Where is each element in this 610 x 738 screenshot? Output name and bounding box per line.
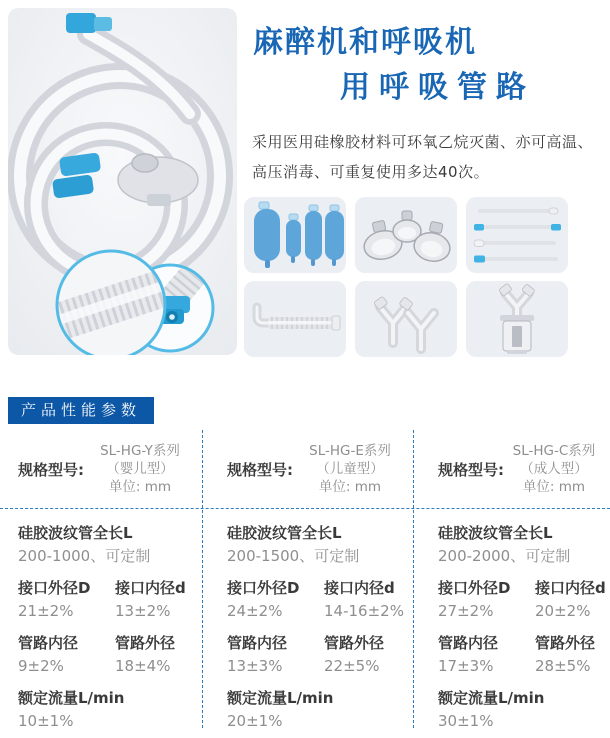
anesthesia-masks-photo — [355, 197, 457, 273]
inner-diameter-value: 14-16±2% — [324, 602, 404, 620]
series-type: （儿童型） — [316, 461, 384, 477]
inner-diameter-label: 接口内径d — [535, 579, 606, 597]
y-connectors-icon — [355, 281, 457, 357]
breathing-bags-icon — [244, 197, 346, 273]
series-info — [504, 442, 610, 496]
pipe-inner-value: 13±3% — [227, 657, 283, 675]
pipe-outer-value: 18±4% — [115, 657, 171, 675]
water-trap-icon — [466, 281, 568, 357]
tube-length-value: 200-2000、可定制 — [438, 547, 571, 565]
page-title-line2: 用呼吸管路 — [340, 70, 535, 105]
section-title: 产品性能参数 — [21, 401, 142, 419]
outer-diameter-value: 24±2% — [227, 602, 283, 620]
series-name: SL-HG-C系列 — [512, 443, 596, 459]
elbow-corrugated-tube-photo — [244, 281, 346, 357]
pipe-inner-value: 9±2% — [18, 657, 64, 675]
pipe-outer-label: 管路外径 — [535, 634, 596, 652]
pipe-row — [18, 633, 202, 677]
pipe-outer-label: 管路外径 — [115, 634, 176, 652]
elbow-tube-icon — [244, 281, 346, 357]
hero-text-block — [245, 20, 600, 187]
column-header — [227, 430, 413, 508]
inner-diameter-value: 20±2% — [535, 602, 591, 620]
series-type: （成人型） — [520, 461, 588, 477]
flow-value: 20±1% — [227, 712, 283, 730]
inner-diameter-label: 接口内径d — [115, 579, 186, 597]
pipe-row — [438, 633, 610, 677]
series-info — [84, 442, 202, 496]
series-unit: 单位: mm — [522, 479, 586, 495]
pipe-inner-value: 17±3% — [438, 657, 494, 675]
pipe-outer-label: 管路外径 — [324, 634, 385, 652]
hero-product-photo — [8, 8, 237, 355]
breathing-circuit-illustration — [8, 8, 237, 355]
flow-row — [18, 688, 202, 732]
breathing-bags-photo — [244, 197, 346, 273]
pipe-inner-label: 管路内径 — [227, 634, 288, 652]
inner-diameter-label: 接口内径d — [324, 579, 395, 597]
y-connectors-photo — [355, 281, 457, 357]
series-type: （婴儿型） — [106, 461, 174, 477]
series-name: SL-HG-E系列 — [309, 443, 391, 459]
flow-row — [227, 688, 413, 732]
tube-length-value: 200-1000、可定制 — [18, 547, 151, 565]
spec-column-adult — [413, 430, 610, 730]
tube-length-value: 200-1500、可定制 — [227, 547, 360, 565]
outer-diameter-label: 接口外径D — [18, 579, 91, 597]
flow-value: 10±1% — [18, 712, 74, 730]
flow-label: 额定流量L/min — [438, 689, 545, 707]
accessory-gallery — [244, 197, 568, 357]
spec-column-infant — [0, 430, 202, 730]
outer-diameter-label: 接口外径D — [227, 579, 300, 597]
model-label: 规格型号: — [438, 460, 504, 479]
tube-length-row — [18, 523, 202, 567]
spec-table — [0, 430, 610, 730]
pipe-outer-value: 28±5% — [535, 657, 591, 675]
column-header — [18, 430, 202, 508]
water-trap-connector-photo — [466, 281, 568, 357]
series-info — [293, 442, 413, 496]
suction-tubes-photo — [466, 197, 568, 273]
flow-label: 额定流量L/min — [18, 689, 125, 707]
model-label: 规格型号: — [18, 460, 84, 479]
pipe-inner-label: 管路内径 — [438, 634, 499, 652]
tube-length-row — [227, 523, 413, 567]
suction-tubes-icon — [466, 197, 568, 273]
flow-label: 额定流量L/min — [227, 689, 334, 707]
pipe-outer-value: 22±5% — [324, 657, 380, 675]
series-name: SL-HG-Y系列 — [100, 443, 180, 459]
tube-length-label: 硅胶波纹管全长L — [227, 524, 342, 542]
flow-value: 30±1% — [438, 712, 494, 730]
spec-column-child — [202, 430, 413, 730]
inner-diameter-value: 13±2% — [115, 602, 171, 620]
model-label: 规格型号: — [227, 460, 293, 479]
column-header — [438, 430, 610, 508]
pipe-row — [227, 633, 413, 677]
diameter-row — [18, 578, 202, 622]
diameter-row — [438, 578, 610, 622]
outer-diameter-value: 21±2% — [18, 602, 74, 620]
flow-row — [438, 688, 610, 732]
pipe-inner-label: 管路内径 — [18, 634, 79, 652]
page-title-line1: 麻醉机和呼吸机 — [253, 25, 477, 60]
outer-diameter-value: 27±2% — [438, 602, 494, 620]
tube-length-label: 硅胶波纹管全长L — [438, 524, 553, 542]
outer-diameter-label: 接口外径D — [438, 579, 511, 597]
product-description: 采用医用硅橡胶材料可环氧乙烷灭菌、亦可高温、高压消毒、可重复使用多达40次。 — [252, 133, 594, 181]
series-unit: 单位: mm — [108, 479, 172, 495]
tube-length-row — [438, 523, 610, 567]
section-title-bar — [8, 397, 154, 424]
tube-length-label: 硅胶波纹管全长L — [18, 524, 133, 542]
series-unit: 单位: mm — [318, 479, 382, 495]
diameter-row — [227, 578, 413, 622]
anesthesia-masks-icon — [355, 197, 457, 273]
